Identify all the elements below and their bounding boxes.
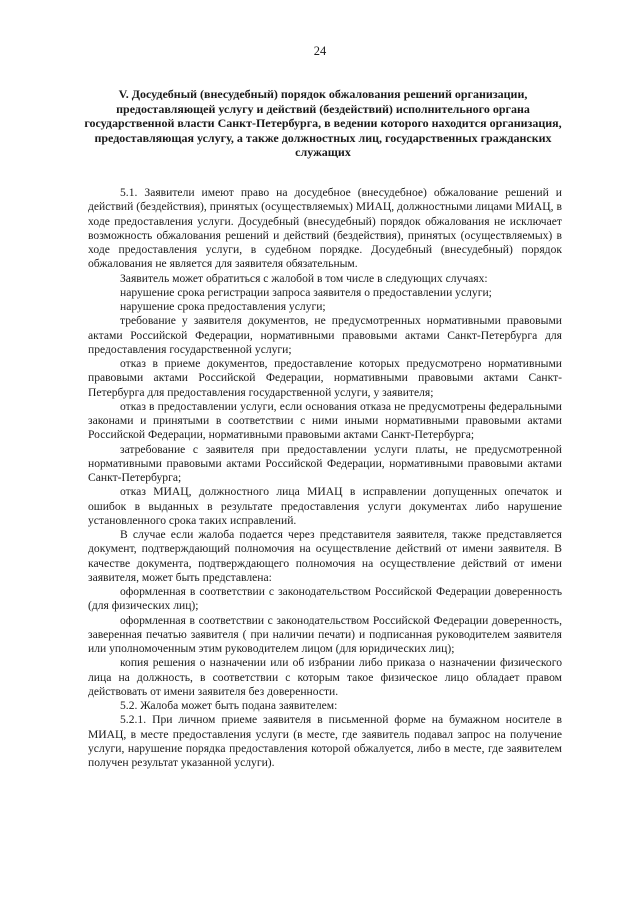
paragraph: 5.2. Жалоба может быть подана заявителем:: [120, 699, 338, 712]
section-heading: V. Досудебный (внесудебный) порядок обжалования решений организации, предоставляющей услугу и действий (бездействий) исполнительного органа государственной власти Санкт-Петербурга, в ведении которого находится организация, предоставляющая услугу, а также должностных лиц, государственных гражданских служащих: [84, 87, 562, 160]
body-text: [88, 186, 562, 770]
paragraph: нарушение срока предоставления услуги;: [120, 300, 326, 313]
paragraph: В случае если жалоба подается через представителя заявителя, также представляется документ, подтверждающий полномочия на осуществление действий от имени заявителя. В качестве документа, подтверждающего полномочия на осуществление действий от имени заявителя, может быть представлена:: [88, 528, 562, 584]
paragraph: отказ МИАЦ, должностного лица МИАЦ в исправлении допущенных опечаток и ошибок в выданных в результате предоставления услуги документах либо нарушение установленного срока таких исправлений.: [88, 485, 562, 527]
paragraph: отказ в приеме документов, предоставление которых предусмотрено нормативными правовыми актами Российской Федерации, нормативными правовыми актами Санкт-Петербурга для предоставления государственной услуги, у заявителя;: [88, 357, 562, 399]
paragraph: затребование с заявителя при предоставлении услуги платы, не предусмотренной нормативными правовыми актами Российской Федерации, нормативными правовыми актами Санкт-Петербурга;: [88, 442, 562, 484]
paragraph: нарушение срока регистрации запроса заявителя о предоставлении услуги;: [120, 285, 492, 299]
paragraph: Заявитель может обратиться с жалобой в том числе в следующих случаях:: [120, 271, 488, 285]
paragraph: 5.2.1. При личном приеме заявителя в письменной форме на бумажном носителе в МИАЦ, в месте предоставления услуги (в месте, где заявитель подавал запрос на получение услуги, нарушение порядка предоставления которой обжалуется, либо в месте, где заявителем получен результат указанной услуги).: [88, 713, 562, 769]
paragraph: 5.1. Заявители имеют право на досудебное (внесудебное) обжалование решений и действий (бездействия), принятых (осуществляемых) МИАЦ, должностными лицами МИАЦ, в ходе предоставления услуги. Досудебный (внесудебный) порядок обжалования не исключает возможность обжалования решений и действий (бездействия), принятых (осуществляемых) в ходе предоставления услуги, в судебном порядке. Досудебный (внесудебный) порядок обжалования не является для заявителя обязательным.: [88, 186, 562, 271]
page-number: 24: [313, 44, 327, 58]
paragraph: отказ в предоставлении услуги, если основания отказа не предусмотрены федеральными законами и принятыми в соответствии с ними иными нормативными правовыми актами Российской Федерации, нормативными правовыми актами Санкт-Петербурга;: [88, 399, 562, 442]
paragraph: копия решения о назначении или об избрании либо приказа о назначении физического лица на должность, в соответствии с которым такое физическое лицо обладает правом действовать от имени заявителя без доверенности.: [88, 656, 562, 698]
paragraph: оформленная в соответствии с законодательством Российской Федерации доверенность, заверенная печатью заявителя ( при наличии печати) и подписанная руководителем заявителя или уполномоченным этим руководителем лицом (для юридических лиц);: [88, 613, 562, 655]
paragraph: оформленная в соответствии с законодательством Российской Федерации доверенность (для физических лиц);: [88, 585, 562, 613]
paragraph: требование у заявителя документов, не предусмотренных нормативными правовыми актами Российской Федерации, нормативными правовыми актами Санкт-Петербурга для предоставления государственной услуги;: [88, 314, 562, 356]
